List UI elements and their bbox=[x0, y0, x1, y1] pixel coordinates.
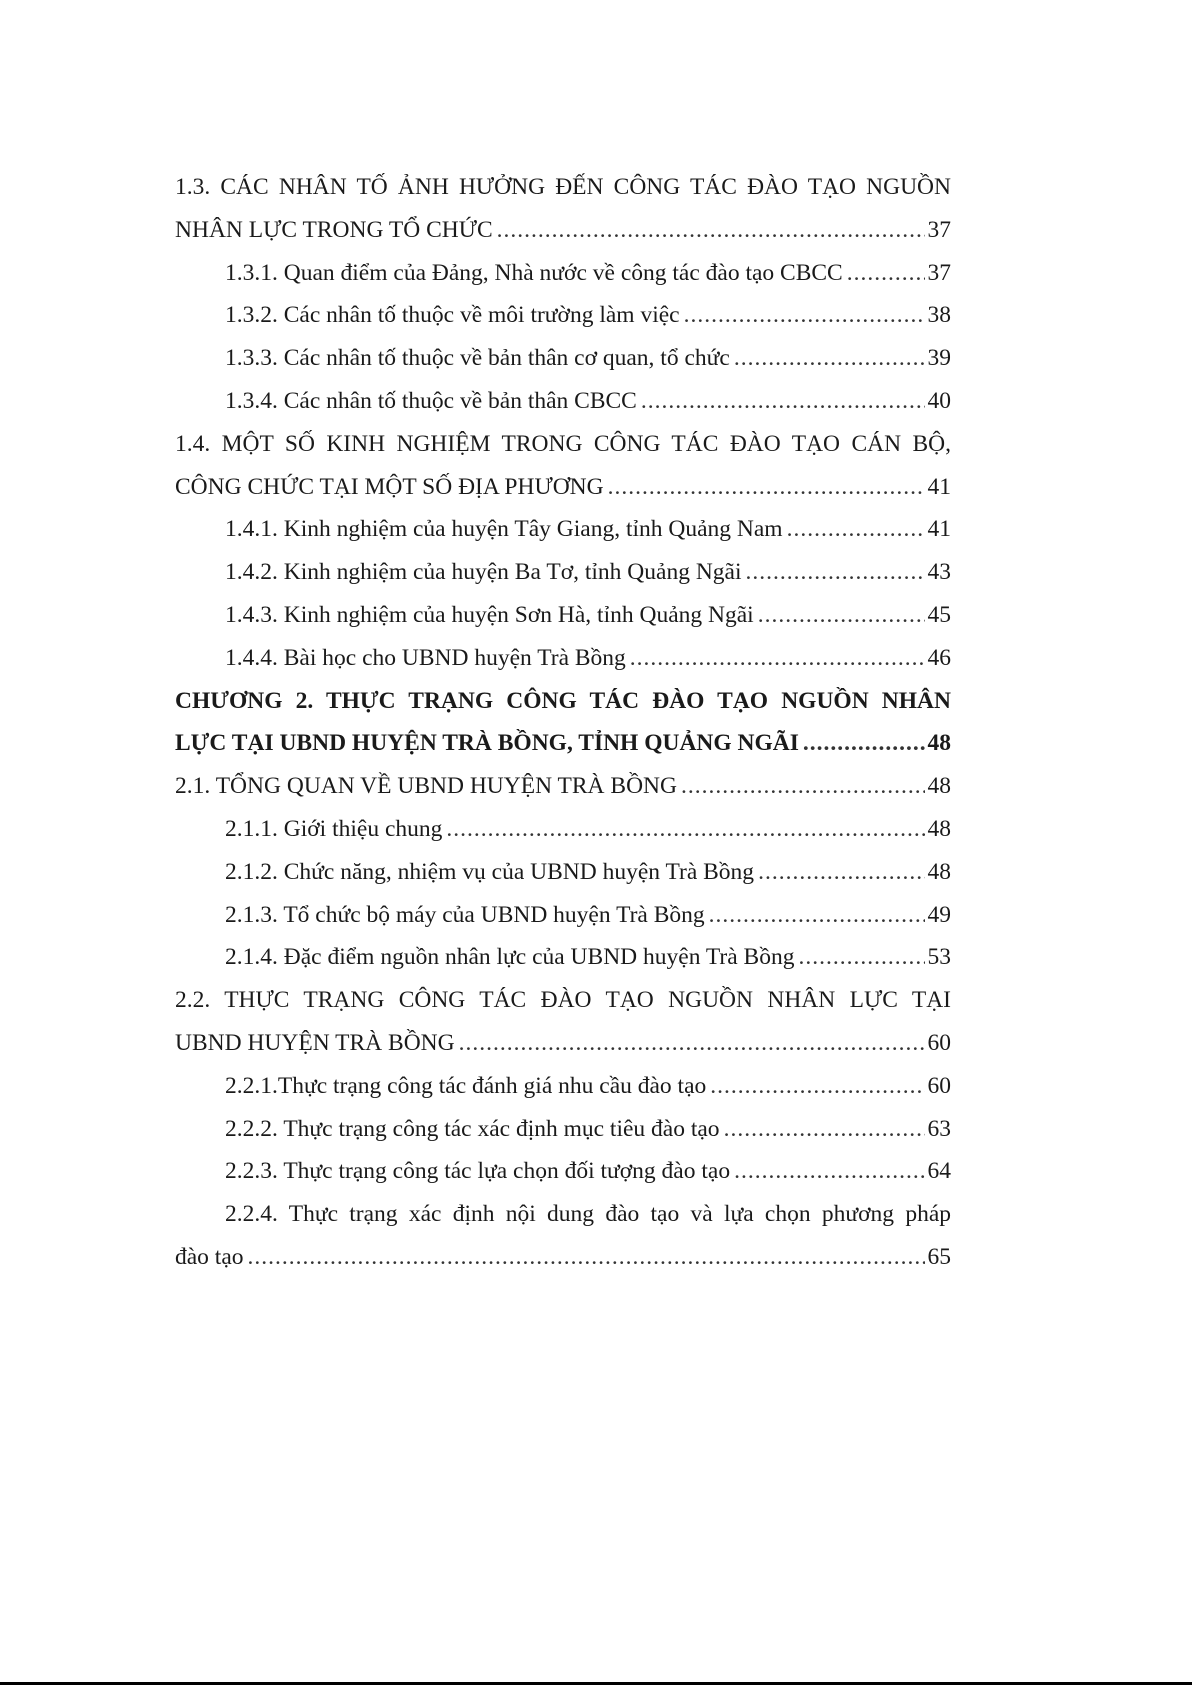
toc-entry[interactable] bbox=[175, 1022, 951, 1065]
toc-entry-page-number: 39 bbox=[927, 345, 951, 372]
toc-entry-first-line: 1.4. MỘT SỐ KINH NGHIỆM TRONG CÔNG TÁC ĐÀO TẠO CÁN BỘ, bbox=[175, 430, 951, 457]
toc-entry[interactable] bbox=[175, 466, 951, 509]
toc-entry-page-number: 37 bbox=[927, 216, 951, 243]
toc-entry-first-line: CHƯƠNG 2. THỰC TRẠNG CÔNG TÁC ĐÀO TẠO NGUỒN NHÂN bbox=[175, 687, 951, 714]
toc-entry[interactable] bbox=[175, 808, 951, 851]
toc-entry-title: 2.2.2. Thực trạng công tác xác định mục tiêu đào tạo bbox=[225, 1115, 720, 1142]
dot-leader bbox=[681, 765, 925, 808]
toc-entry[interactable] bbox=[175, 851, 951, 894]
toc-entry[interactable] bbox=[175, 1108, 951, 1151]
toc-entry[interactable] bbox=[175, 1150, 951, 1193]
toc-entry[interactable] bbox=[175, 637, 951, 680]
toc-entry-title: đào tạo bbox=[175, 1243, 244, 1270]
toc-entry-title: 1.4.4. Bài học cho UBND huyện Trà Bồng bbox=[225, 644, 626, 671]
dot-leader bbox=[709, 894, 925, 937]
dot-leader bbox=[799, 936, 925, 979]
toc-entry[interactable] bbox=[175, 380, 951, 423]
toc-entry-title: 1.4.3. Kinh nghiệm của huyện Sơn Hà, tỉnh Quảng Ngãi bbox=[225, 601, 754, 628]
toc-entry[interactable] bbox=[175, 894, 951, 937]
toc-entry-page-number: 48 bbox=[927, 815, 951, 842]
dot-leader bbox=[734, 337, 925, 380]
toc-entry[interactable] bbox=[175, 1236, 951, 1279]
toc-entry-page-number: 41 bbox=[927, 516, 951, 543]
toc-entry-title: NHÂN LỰC TRONG TỔ CHỨC bbox=[175, 216, 493, 243]
toc-entry-page-number: 64 bbox=[927, 1158, 951, 1185]
toc-entry-page-number: 45 bbox=[927, 601, 951, 628]
toc-entry[interactable] bbox=[175, 722, 951, 765]
toc-entry[interactable] bbox=[175, 294, 951, 337]
toc-entry-page-number: 53 bbox=[927, 944, 951, 971]
toc-entry-page-number: 63 bbox=[927, 1115, 951, 1142]
toc-entry-title: 1.3.4. Các nhân tố thuộc về bản thân CBCC bbox=[225, 387, 637, 414]
dot-leader bbox=[724, 1108, 925, 1151]
toc-entry-title: LỰC TẠI UBND HUYỆN TRÀ BỒNG, TỈNH QUẢNG NGÃI bbox=[175, 730, 799, 757]
toc-entry-page-number: 60 bbox=[927, 1029, 951, 1056]
toc-entry[interactable] bbox=[175, 252, 951, 295]
toc-entry-page-number: 40 bbox=[927, 387, 951, 414]
dot-leader bbox=[497, 209, 925, 252]
dot-leader bbox=[758, 594, 925, 637]
toc-entry[interactable] bbox=[175, 508, 951, 551]
toc-entry-title: 2.1.2. Chức năng, nhiệm vụ của UBND huyện Trà Bồng bbox=[225, 858, 755, 885]
dot-leader bbox=[803, 722, 925, 765]
dot-leader bbox=[641, 380, 925, 423]
dot-leader bbox=[248, 1236, 925, 1279]
toc-entry-page-number: 60 bbox=[927, 1072, 951, 1099]
dot-leader bbox=[684, 294, 925, 337]
toc-entry-title: 2.2.1.Thực trạng công tác đánh giá nhu cầu đào tạo bbox=[225, 1072, 707, 1099]
toc-entry-title: 2.2.3. Thực trạng công tác lựa chọn đối tượng đào tạo bbox=[225, 1158, 731, 1185]
toc-entry-first-line: 1.3. CÁC NHÂN TỐ ẢNH HƯỞNG ĐẾN CÔNG TÁC ĐÀO TẠO NGUỒN bbox=[175, 174, 951, 200]
toc-entry[interactable] bbox=[175, 551, 951, 594]
toc-entry-title: 1.4.1. Kinh nghiệm của huyện Tây Giang, tỉnh Quảng Nam bbox=[225, 516, 783, 543]
toc-entry-title: 2.1.4. Đặc điểm nguồn nhân lực của UBND huyện Trà Bồng bbox=[225, 944, 795, 971]
dot-leader bbox=[608, 466, 925, 509]
dot-leader bbox=[847, 252, 925, 295]
toc-entry-title: 1.3.3. Các nhân tố thuộc về bản thân cơ quan, tổ chức bbox=[225, 345, 730, 372]
dot-leader bbox=[758, 851, 924, 894]
toc-entry-title: 2.1.1. Giới thiệu chung bbox=[225, 815, 443, 842]
toc-entry-page-number: 43 bbox=[927, 559, 951, 586]
toc-entry-title: UBND HUYỆN TRÀ BỒNG bbox=[175, 1029, 455, 1056]
dot-leader bbox=[787, 508, 925, 551]
toc-entry-title: 1.3.1. Quan điểm của Đảng, Nhà nước về công tác đào tạo CBCC bbox=[225, 259, 843, 286]
toc-entry-page-number: 48 bbox=[927, 773, 951, 800]
toc-entry-title: 1.4.2. Kinh nghiệm của huyện Ba Tơ, tỉnh Quảng Ngãi bbox=[225, 559, 742, 586]
toc-entry-first-line: 2.2. THỰC TRẠNG CÔNG TÁC ĐÀO TẠO NGUỒN NHÂN LỰC TẠI bbox=[175, 987, 951, 1014]
toc-entry-page-number: 49 bbox=[927, 901, 951, 928]
toc-entry-title: CÔNG CHỨC TẠI MỘT SỐ ĐỊA PHƯƠNG bbox=[175, 473, 604, 500]
toc-entry-title: 2.1.3. Tổ chức bộ máy của UBND huyện Trà Bồng bbox=[225, 901, 705, 928]
table-of-contents bbox=[175, 166, 951, 1279]
toc-entry[interactable] bbox=[175, 594, 951, 637]
toc-entry[interactable] bbox=[175, 936, 951, 979]
toc-entry[interactable] bbox=[175, 1065, 951, 1108]
toc-entry-page-number: 65 bbox=[927, 1243, 951, 1270]
toc-entry-page-number: 48 bbox=[927, 858, 951, 885]
dot-leader bbox=[459, 1022, 925, 1065]
toc-entry-page-number: 38 bbox=[927, 302, 951, 329]
toc-entry-page-number: 37 bbox=[927, 259, 951, 286]
toc-entry[interactable] bbox=[175, 209, 951, 252]
toc-entry-title: 1.3.2. Các nhân tố thuộc về môi trường làm việc bbox=[225, 302, 680, 329]
dot-leader bbox=[446, 808, 924, 851]
toc-entry-page-number: 46 bbox=[927, 644, 951, 671]
dot-leader bbox=[630, 637, 925, 680]
toc-entry-page-number: 48 bbox=[927, 730, 951, 757]
dot-leader bbox=[746, 551, 925, 594]
toc-entry[interactable] bbox=[175, 337, 951, 380]
dot-leader bbox=[710, 1065, 924, 1108]
toc-entry[interactable] bbox=[175, 765, 951, 808]
toc-entry-title: 2.1. TỔNG QUAN VỀ UBND HUYỆN TRÀ BỒNG bbox=[175, 773, 677, 800]
dot-leader bbox=[734, 1150, 924, 1193]
toc-entry-page-number: 41 bbox=[927, 473, 951, 500]
toc-entry-first-line: 2.2.4. Thực trạng xác định nội dung đào tạo và lựa chọn phương pháp bbox=[225, 1201, 951, 1228]
